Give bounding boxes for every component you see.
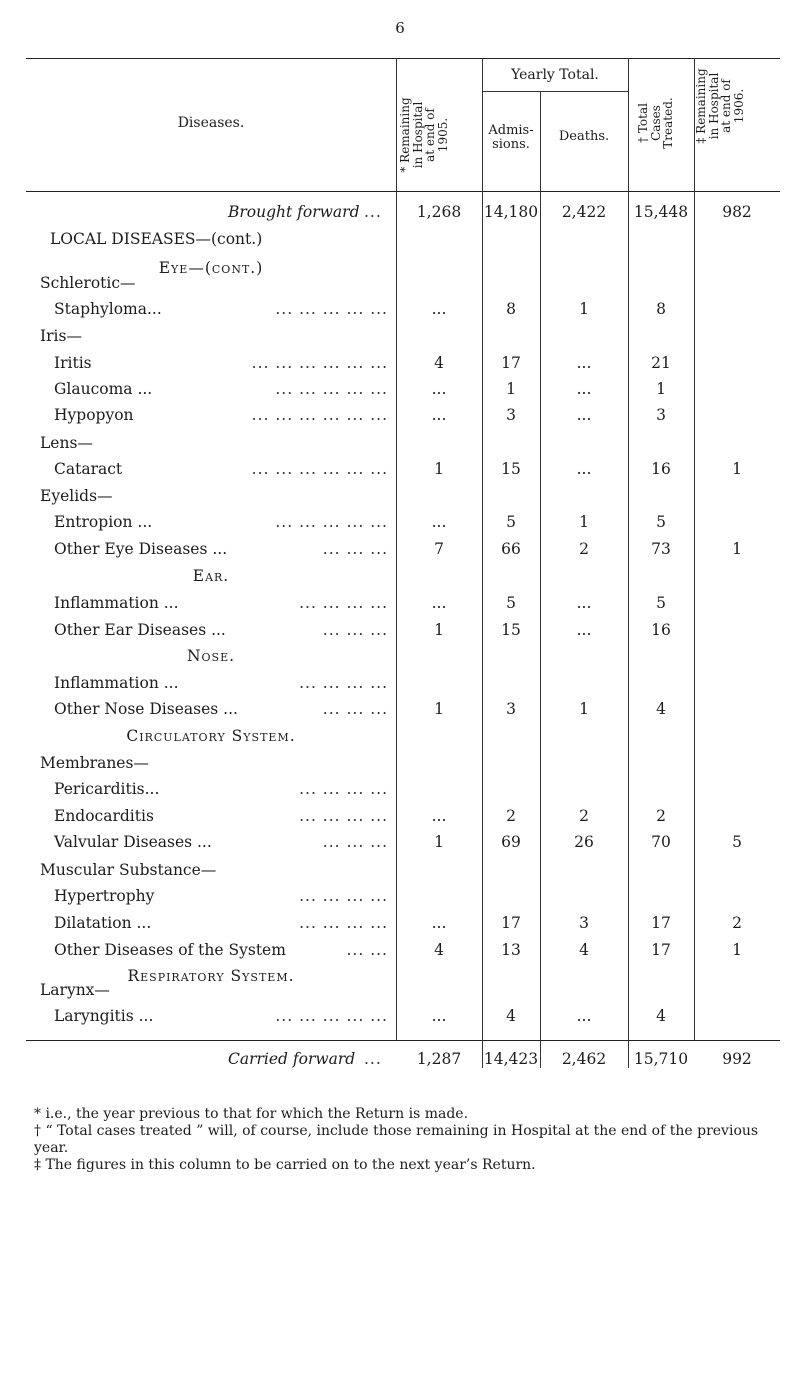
row-label: Eye—(cont.) [158,259,264,278]
table-row [26,674,780,698]
cell-rem05: 4 [434,940,444,959]
row-label: Endocarditis [54,806,154,825]
table-row [26,460,780,484]
table-row [26,540,780,564]
cell-rem05: 7 [434,540,444,559]
table-row [26,434,780,458]
cell-total: 15,710 [633,1050,689,1069]
cell-total: 15,448 [633,203,689,221]
row-label: Circulatory System. [126,727,296,746]
table-row [26,780,780,804]
cell-total: 5 [656,513,666,532]
cell-rem05: ... [431,513,447,532]
leader-dots: ... ... ... ... [299,780,388,799]
table-row [26,487,780,511]
table-row [26,230,780,254]
table-row [26,1050,780,1074]
cell-adm: 69 [501,833,521,852]
cell-total: 1 [656,380,666,399]
cell-deaths: 2 [579,540,589,559]
table-top-rule [26,58,780,59]
row-label: Glaucoma ... [54,380,153,399]
cell-total: 21 [651,353,671,372]
cell-rem05: ... [431,806,447,825]
cell-rem05: ... [431,594,447,612]
cell-total: 4 [656,1007,666,1026]
row-label: Dilatation ... [54,913,152,932]
leader-dots: ... ... ... [322,700,388,719]
leader-dots: ... ... ... ... ... [275,1007,388,1026]
cell-total: 73 [651,540,671,559]
total-treated-header: † Total Cases Treated. [636,97,676,149]
cell-adm: 5 [506,513,516,532]
leader-dots: ... [364,1050,382,1069]
row-label: Pericarditis... [54,780,160,799]
leader-dots: ... ... ... [322,833,388,852]
footnote: † “ Total cases treated ” will, of course, include those remaining in Hospital at the end of the previous year. [34,1123,759,1156]
row-label: Hypopyon [54,406,134,425]
leader-dots: ... ... ... ... ... [275,300,388,319]
cell-deaths: 4 [579,940,589,959]
cell-rem06: 1 [732,460,742,479]
leader-dots: ... ... ... ... ... ... [251,460,388,479]
cell-rem05: 1 [434,833,444,852]
footnote: * i.e., the year previous to that for which the Return is made. [34,1106,469,1122]
cell-rem05: ... [431,300,447,319]
cell-rem05: 1,268 [416,203,462,221]
cell-rem05: 4 [434,353,444,372]
cell-adm: 2 [506,806,516,825]
cell-rem05: ... [431,380,447,399]
row-label: Larynx— [40,980,110,999]
leader-dots: ... ... ... ... [299,594,388,612]
table-row [26,380,780,404]
cell-total: 4 [656,700,666,719]
cell-adm: 4 [506,1007,516,1026]
cell-rem06: 5 [732,833,742,852]
row-label: Brought forward [228,203,360,221]
cell-adm: 8 [506,300,516,319]
cell-deaths: 1 [579,300,589,319]
statistics-table [26,58,780,1069]
table-row [26,914,780,938]
yearly-total-header: Yearly Total. [511,67,599,83]
cell-rem05: 1 [434,620,444,639]
yearly-total-subrule [482,91,628,92]
cell-adm: 3 [506,700,516,719]
table-row [26,981,780,1005]
row-label: Ear. [192,567,230,586]
cell-deaths: 1 [579,700,589,719]
row-label: Cataract [54,460,123,479]
cell-adm: 1 [506,380,516,399]
row-label: Other Nose Diseases ... [54,700,238,719]
row-label: Carried forward [228,1050,356,1069]
leader-dots: ... ... ... [322,540,388,559]
footnotes [34,1106,794,1174]
cell-adm: 17 [501,913,521,932]
row-label: Membranes— [40,753,149,772]
cell-total: 3 [656,406,666,425]
cell-rem06: 1 [732,940,742,959]
row-label: Iritis [54,353,92,372]
cell-adm: 14,423 [483,1050,539,1069]
table-row [26,354,780,378]
row-label: Other Diseases of the System [54,940,286,959]
cell-adm: 14,180 [483,203,539,221]
diseases-header: Diseases. [177,115,245,131]
row-label: Valvular Diseases ... [54,833,212,852]
table-row [26,700,780,724]
total-rule [26,1040,780,1041]
remaining-1906-header: ‡ Remaining in Hospital at end of 1906. [694,68,746,144]
table-row [26,887,780,911]
table-row [26,727,780,751]
cell-deaths: ... [576,620,592,639]
cell-adm: 3 [506,406,516,425]
row-label: Muscular Substance— [40,860,217,879]
row-label: Inflammation ... [54,594,179,612]
table-row [26,300,780,324]
cell-total: 8 [656,300,666,319]
admissions-header: Admis- sions. [488,123,534,153]
cell-rem05: 1 [434,460,444,479]
leader-dots: ... ... ... ... [299,806,388,825]
row-label: Eyelids— [40,487,113,506]
cell-rem05: 1,287 [416,1050,462,1069]
cell-total: 2 [656,806,666,825]
cell-deaths: 3 [579,913,589,932]
table-row [26,621,780,645]
cell-deaths: 2,422 [561,203,607,221]
cell-deaths: 2,462 [561,1050,607,1069]
cell-deaths: ... [576,380,592,399]
cell-deaths: ... [576,594,592,612]
table-row [26,647,780,671]
row-label: Staphyloma... [54,300,162,319]
cell-rem05: ... [431,406,447,425]
cell-rem06: 1 [732,540,742,559]
leader-dots: ... ... ... ... ... ... [251,353,388,372]
cell-deaths: ... [576,1007,592,1026]
leader-dots: ... ... ... ... [299,887,388,906]
cell-deaths: ... [576,460,592,479]
row-label: LOCAL DISEASES—(cont.) [50,230,263,249]
table-row [26,833,780,857]
leader-dots: ... ... ... ... [299,913,388,932]
cell-total: 16 [651,620,671,639]
row-label: Respiratory System. [127,966,295,985]
cell-total: 16 [651,460,671,479]
cell-adm: 5 [506,594,516,612]
row-label: Iris— [40,327,82,346]
cell-rem05: ... [431,913,447,932]
cell-adm: 13 [501,940,521,959]
table-row [26,1007,780,1031]
table-row [26,327,780,351]
deaths-header: Deaths. [558,129,610,144]
table-row [26,513,780,537]
cell-deaths: 1 [579,513,589,532]
cell-adm: 15 [501,460,521,479]
row-label: Inflammation ... [54,673,179,692]
footnote: ‡ The figures in this column to be carried on to the next year’s Return. [34,1157,536,1173]
table-row [26,406,780,430]
row-label: Other Ear Diseases ... [54,620,226,639]
table-row [26,567,780,591]
table-row [26,203,780,227]
cell-adm: 15 [501,620,521,639]
table-row [26,941,780,965]
leader-dots: ... ... ... ... ... [275,380,388,399]
cell-rem05: 1 [434,700,444,719]
row-label: Schlerotic— [40,273,136,292]
cell-adm: 17 [501,353,521,372]
cell-deaths: 2 [579,806,589,825]
table-row [26,274,780,298]
cell-deaths: ... [576,353,592,372]
table-row [26,807,780,831]
table-row [26,861,780,885]
cell-total: 5 [656,594,666,612]
row-label: Other Eye Diseases ... [54,540,228,559]
header-bottom-rule [26,191,780,192]
cell-deaths: ... [576,406,592,425]
leader-dots: ... ... ... ... ... ... [251,406,388,425]
leader-dots: ... ... ... [322,620,388,639]
row-label: Laryngitis ... [54,1007,154,1026]
cell-deaths: 26 [574,833,594,852]
row-label: Hypertrophy [54,887,155,906]
leader-dots: ... ... ... ... ... [275,513,388,532]
cell-total: 70 [651,833,671,852]
cell-rem06: 992 [722,1050,752,1069]
leader-dots: ... ... [346,940,388,959]
cell-rem06: 982 [722,203,752,221]
row-label: Lens— [40,433,93,452]
remaining-1905-header: * Remaining in Hospital at end of 1905. [398,97,450,173]
cell-rem06: 2 [732,913,742,932]
cell-total: 17 [651,913,671,932]
table-row [26,754,780,778]
cell-rem05: ... [431,1007,447,1026]
leader-dots: ... ... ... ... [299,673,388,692]
cell-total: 17 [651,940,671,959]
table-row [26,594,780,618]
leader-dots: ... [364,203,382,221]
row-label: Nose. [186,647,236,666]
cell-adm: 66 [501,540,521,559]
row-label: Entropion ... [54,513,153,532]
page-number: 6 [395,19,405,37]
